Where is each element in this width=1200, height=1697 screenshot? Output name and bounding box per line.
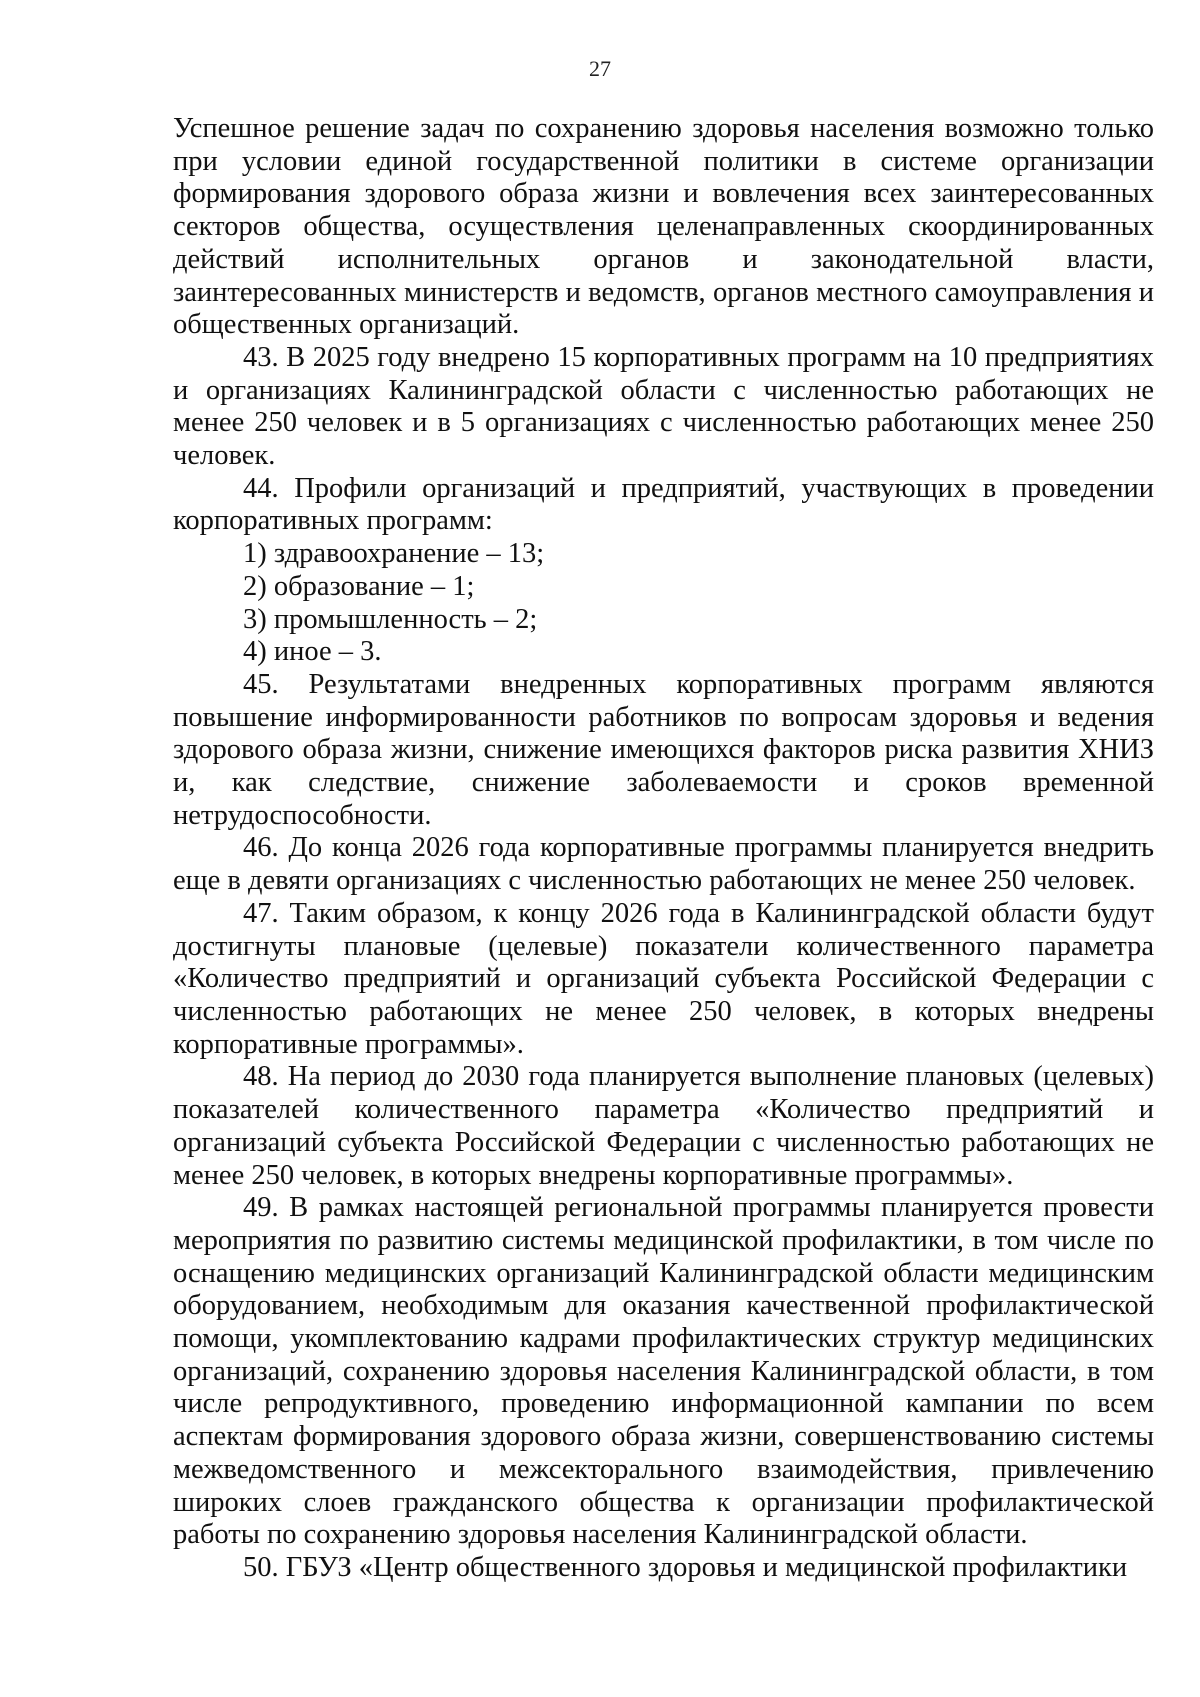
paragraph-intro: Успешное решение задач по сохранению здоровья населения возможно только при условии единой государственной политики в системе организации формирования здорового образа жизни и вовлечения всех заинтересованных секторов общества, осуществления целенаправленных скоординированных действий исполнительных органов и законодательной власти, заинтересованных министерств и ведомств, органов местного самоуправления и общественных организаций. — [173, 113, 1154, 341]
list-item-industry: 3) промышленность – 2; — [243, 603, 538, 635]
paragraph-46: 46. До конца 2026 года корпоративные программы планируется внедрить еще в девяти организациях с численностью работающих не менее 250 человек. — [173, 832, 1154, 897]
paragraph-50: 50. ГБУЗ «Центр общественного здоровья и медицинской профилактики — [243, 1551, 1128, 1583]
page-number: 27 — [589, 56, 611, 81]
paragraph-47: 47. Таким образом, к концу 2026 года в Калининградской области будут достигнуты плановые (целевые) показатели количественного параметра «Количество предприятий и организаций субъекта Российской Федерации с численностью работающих не менее 250 человек, в которых внедрены корпоративные программы». — [173, 897, 1154, 1060]
paragraph-49: 49. В рамках настоящей региональной программы планируется провести мероприятия по развитию системы медицинской профилактики, в том числе по оснащению медицинских организаций Калининградской области медицинским оборудованием, необходимым для оказания качественной профилактической помощи, укомплектованию кадрами профилактических структур медицинских организаций, сохранению здоровья населения Калининградской области, в том числе репродуктивного, проведению информационной кампании по всем аспектам формирования здорового образа жизни, совершенствованию системы межведомственного и межсекторального взаимодействия, привлечению широких слоев гражданского общества к организации профилактической работы по сохранению здоровья населения Калининградской области. — [173, 1192, 1154, 1551]
paragraph-43: 43. В 2025 году внедрено 15 корпоративных программ на 10 предприятиях и организациях Калининградской области с численностью работающих не менее 250 человек и в 5 организациях с численностью работающих менее 250 человек. — [173, 341, 1154, 472]
list-item-education: 2) образование – 1; — [243, 570, 475, 602]
list-item-other: 4) иное – 3. — [243, 636, 382, 668]
list-item-healthcare: 1) здравоохранение – 13; — [243, 538, 545, 570]
paragraph-48: 48. На период до 2030 года планируется выполнение плановых (целевых) показателей количественного параметра «Количество предприятий и организаций субъекта Российской Федерации с численностью работающих не менее 250 человек, в которых внедрены корпоративные программы». — [173, 1061, 1154, 1191]
paragraph-44: 44. Профили организаций и предприятий, участвующих в проведении корпоративных программ: — [173, 472, 1154, 537]
paragraph-45: 45. Результатами внедренных корпоративных программ являются повышение информированности работников по вопросам здоровья и ведения здорового образа жизни, снижение имеющихся факторов риска развития ХНИЗ и, как следствие, снижение заболеваемости и сроков временной нетрудоспособности. — [173, 668, 1154, 831]
document-body — [173, 113, 1154, 1585]
